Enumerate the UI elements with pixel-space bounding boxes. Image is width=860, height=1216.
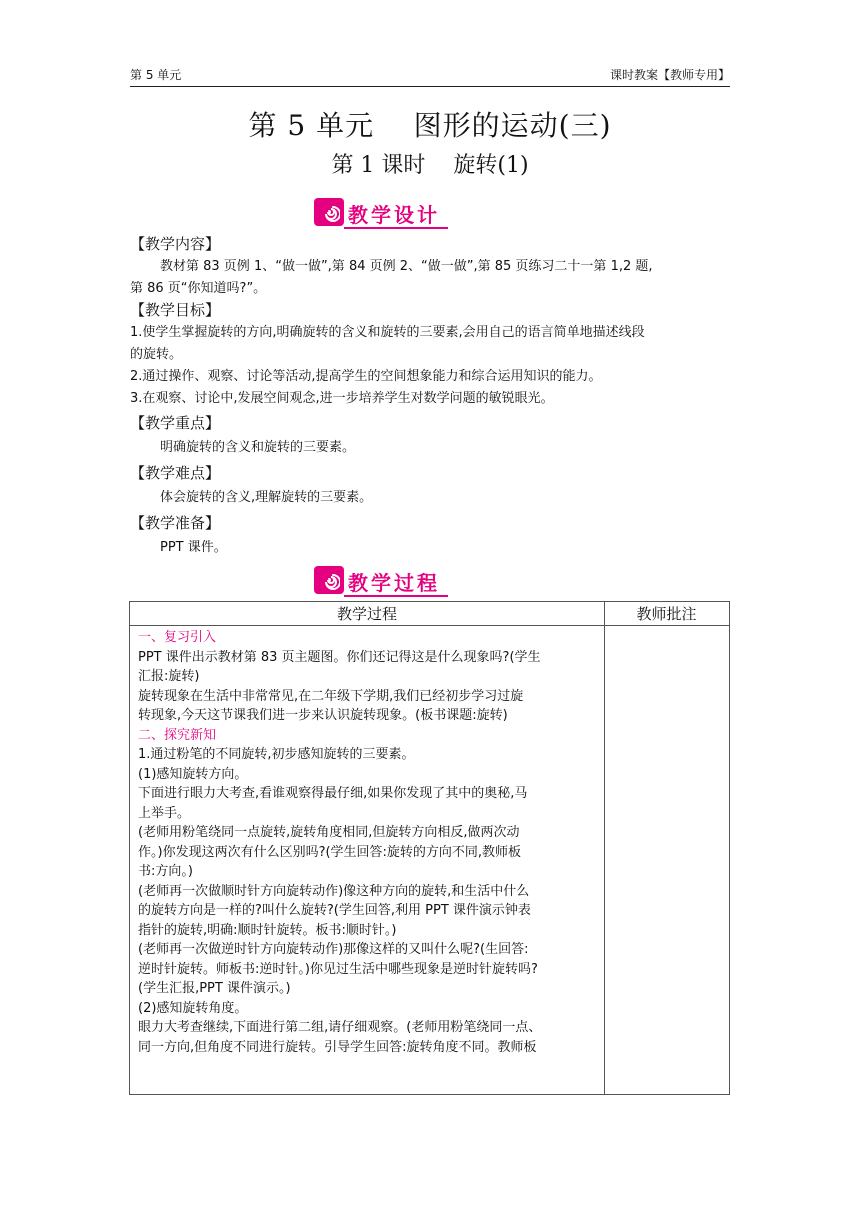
goal-1-line-2: 的旋转。 [130, 347, 183, 362]
goal-3: 3.在观察、讨论中,发展空间观念,进一步培养学生对数学问题的敏锐眼光。 [130, 391, 554, 406]
process-line: 眼力大考查继续,下面进行第二组,请仔细观察。(老师用粉笔绕同一点、 [138, 1020, 542, 1035]
banner-label: 教学设计 [348, 203, 440, 227]
header-rule [130, 86, 730, 87]
goal-1-line-1: 1.使学生掌握旋转的方向,明确旋转的含义和旋转的三要素,会用自己的语言简单地描述线段 [130, 325, 645, 340]
section-subheading: 一、复习引入 [138, 630, 217, 645]
process-line: 逆时针旋转。师板书:逆时针。)你见过生活中哪些现象是逆时针旋转吗? [138, 961, 538, 977]
key-heading: 【教学重点】 [130, 414, 221, 432]
goals-heading: 【教学目标】 [130, 301, 221, 319]
content-line-2: 第 86 页“你知道吗?”。 [130, 281, 267, 296]
process-line: PPT 课件出示教材第 83 页主题图。你们还记得这是什么现象吗?(学生 [138, 649, 541, 665]
process-line: 转现象,今天这节课我们进一步来认识旋转现象。(板书课题:旋转) [138, 708, 508, 723]
page-title: 第 5 单元 图形的运动(三) [248, 109, 612, 142]
banner-rule [344, 595, 448, 597]
difficulty-text: 体会旋转的含义,理解旋转的三要素。 [160, 490, 373, 505]
prep-text: PPT 课件。 [160, 540, 227, 555]
process-line: (学生汇报,PPT 课件演示。) [138, 981, 291, 996]
key-text: 明确旋转的含义和旋转的三要素。 [160, 440, 356, 455]
content-heading: 【教学内容】 [130, 235, 221, 253]
process-line: 旋转现象在生活中非常常见,在二年级下学期,我们已经初步学习过旋 [138, 688, 524, 704]
process-line: 1.通过粉笔的不同旋转,初步感知旋转的三要素。 [138, 747, 415, 762]
process-body [138, 628, 598, 1057]
prep-heading: 【教学准备】 [130, 514, 221, 532]
content-line-1: 教材第 83 页例 1、“做一做”,第 84 页例 2、“做一做”,第 85 页练习二十一第 1,2 题, [160, 259, 653, 274]
process-line: (老师用粉笔绕同一点旋转,旋转角度相同,但旋转方向相反,做两次动 [138, 825, 520, 840]
process-line: 汇报:旋转) [138, 669, 200, 684]
process-line: 指针的旋转,明确:顺时针旋转。板书:顺时针。) [138, 922, 397, 938]
page-subtitle: 第 1 课时 旋转(1) [331, 153, 529, 178]
spiral-icon [314, 198, 344, 226]
section-subheading: 二、探究新知 [138, 727, 217, 743]
difficulty-heading: 【教学难点】 [130, 464, 221, 482]
banner-design [314, 198, 448, 228]
header-right: 课时教案【教师专用】 [609, 68, 730, 82]
process-line: 的旋转方向是一样的?叫什么旋转?(学生回答,利用 PPT 课件演示钟表 [138, 903, 531, 918]
process-line: 上举手。 [138, 805, 191, 821]
process-line: 书:方向。) [138, 864, 193, 879]
process-line: (2)感知旋转角度。 [138, 1000, 248, 1016]
banner-rule [344, 227, 448, 229]
process-line: (老师再一次做逆时针方向旋转动作)那像这样的又叫什么呢?(生回答: [138, 942, 529, 957]
column-header-notes: 教师批注 [604, 602, 729, 626]
goal-2: 2.通过操作、观察、讨论等活动,提高学生的空间想象能力和综合运用知识的能力。 [130, 369, 602, 384]
header-left: 第 5 单元 [130, 68, 182, 82]
process-table [129, 601, 730, 1095]
teacher-notes-cell [605, 627, 729, 1094]
process-line: 同一方向,但角度不同进行旋转。引导学生回答:旋转角度不同。教师板 [138, 1039, 537, 1055]
banner-label: 教学过程 [348, 571, 440, 595]
process-line: 作。)你发现这两次有什么区别吗?(学生回答:旋转的方向不同,教师板 [138, 844, 522, 860]
process-line: 下面进行眼力大考查,看谁观察得最仔细,如果你发现了其中的奥秘,马 [138, 786, 528, 801]
process-line: (1)感知旋转方向。 [138, 766, 248, 782]
spiral-icon [314, 566, 344, 594]
column-header-process: 教学过程 [130, 602, 604, 626]
banner-process [314, 566, 448, 596]
process-line: (老师再一次做顺时针方向旋转动作)像这种方向的旋转,和生活中什么 [138, 883, 530, 899]
